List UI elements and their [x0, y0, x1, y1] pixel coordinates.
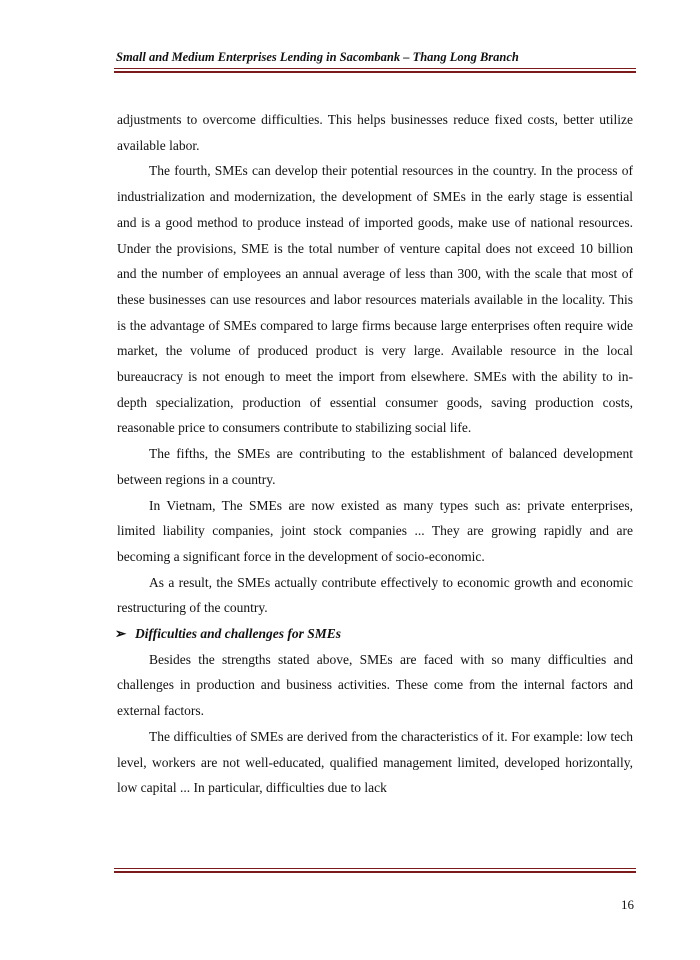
arrow-bullet-icon: ➢: [115, 626, 127, 642]
paragraph: The fifths, the SMEs are contributing to the establishment of balanced development between regions in a country.: [117, 446, 633, 487]
header-rule: [114, 68, 636, 73]
page-number: 16: [621, 897, 634, 912]
footer-rule: [114, 868, 636, 873]
running-header-title: Small and Medium Enterprises Lending in Sacombank – Thang Long Branch: [116, 50, 519, 64]
body-text: [117, 107, 633, 801]
section-heading-text: Difficulties and challenges for SMEs: [135, 626, 342, 642]
paragraph: The difficulties of SMEs are derived from the characteristics of it. For example: low tech level, workers are not well-educated, qualified management limited, developed horizontally, low capital ... In particular, difficulties due to lack: [117, 728, 633, 796]
paragraph: In Vietnam, The SMEs are now existed as many types such as: private enterprises, limited liability companies, joint stock companies ... They are growing rapidly and are becoming a significant force in the development of socio-economic.: [117, 497, 633, 564]
paragraph: As a result, the SMEs actually contribute effectively to economic growth and economic restructuring of the country.: [117, 574, 633, 616]
paragraph: adjustments to overcome difficulties. This helps businesses reduce fixed costs, better utilize available labor.: [117, 112, 633, 153]
paragraph: The fourth, SMEs can develop their potential resources in the country. In the process of industrialization and modernization, the development of SMEs in the early stage is essential and is a good method to produce instead of imported goods, make use of national resources. Under the provisions, SME is the total number of venture capital does not exceed 10 billion and the number of employees an annual average of less than 300, with the scale that most of these businesses can use resources and labor resources materials available in the locality. This is the advantage of SMEs compared to large firms because large enterprises often require wide market, the volume of produced product is very large. Available resource in the local bureaucracy is not enough to meet the import from elsewhere. SMEs with the ability to in-depth specialization, production of essential consumer goods, saving production costs, reasonable price to consumers contribute to stabilizing social life.: [117, 163, 633, 436]
section-heading: [117, 621, 633, 647]
paragraph: Besides the strengths stated above, SMEs are faced with so many difficulties and challenges in production and business activities. These come from the internal factors and external factors.: [117, 651, 633, 719]
